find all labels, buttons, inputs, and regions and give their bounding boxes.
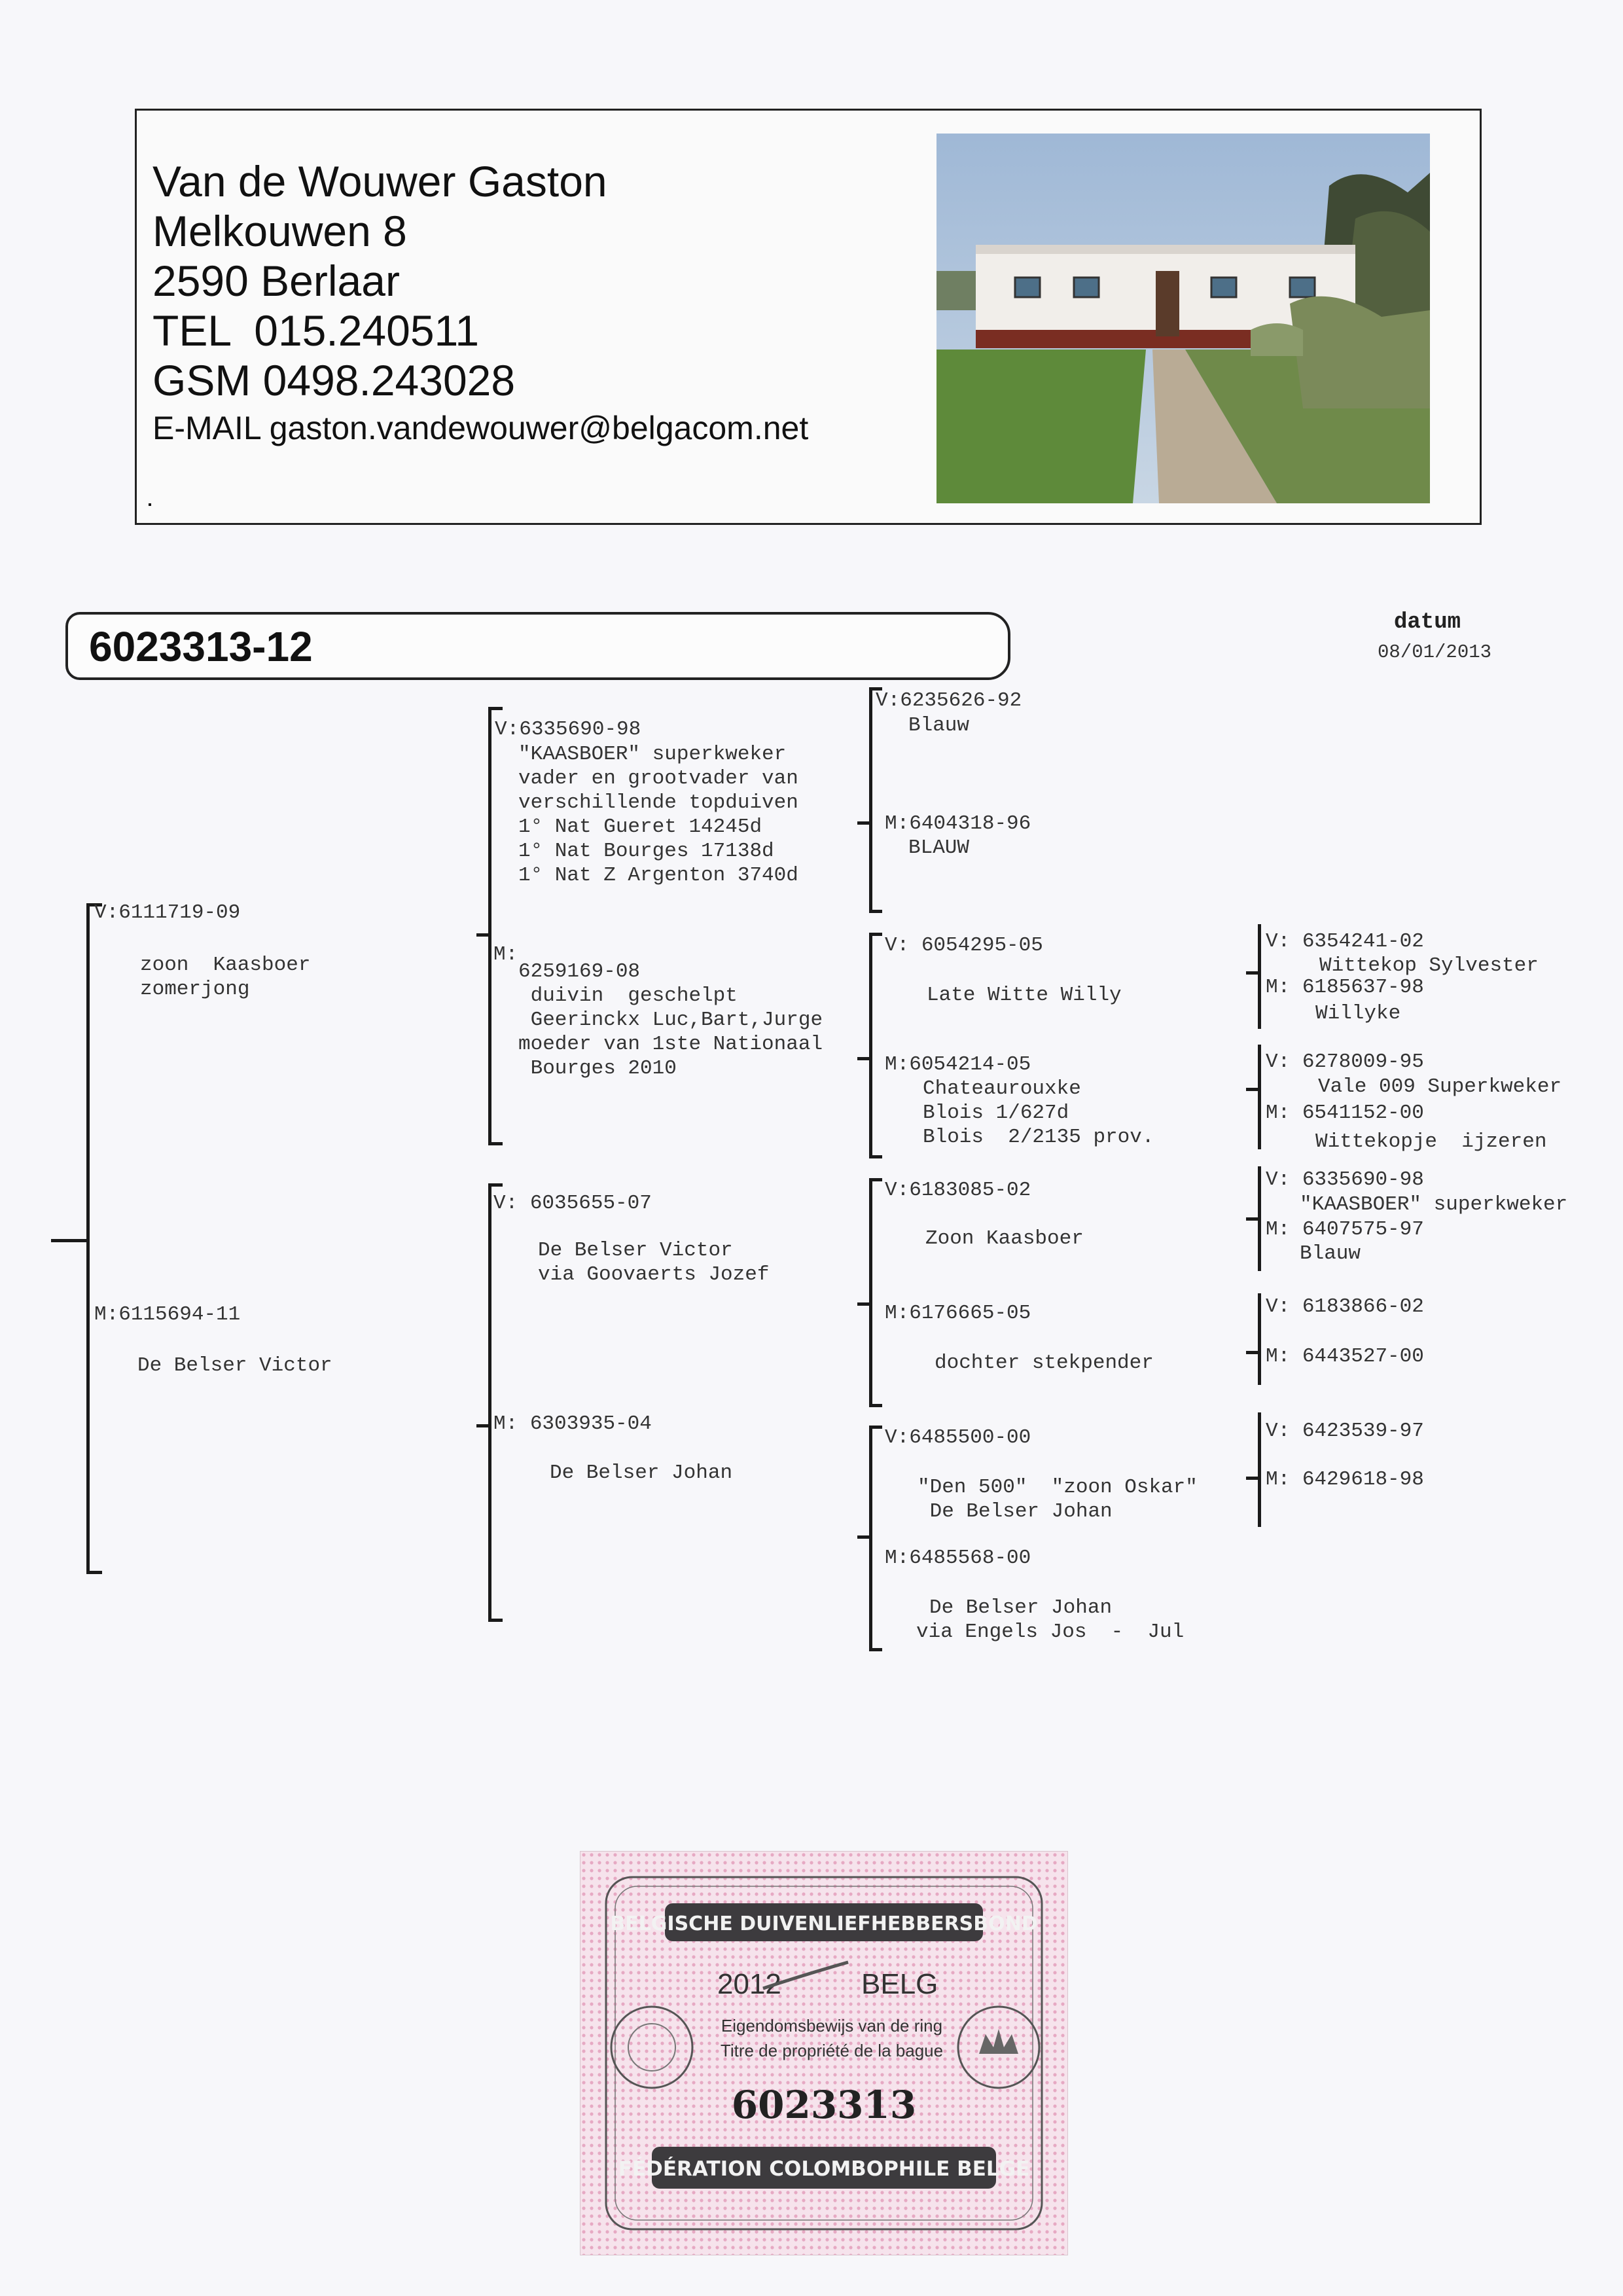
gen2-ss-note-1: "KAASBOER" superkweker — [518, 743, 787, 766]
gen3-sdd-note-2: Blois 1/627d — [923, 1102, 1069, 1124]
gen2-dam-bottom-tick — [488, 1619, 503, 1622]
dd-ring-number: 6303935-04 — [529, 1412, 652, 1435]
gen3-bracket-3-bottom-tick — [869, 1404, 882, 1407]
gen3-sdd-note-3: Blois 2/2135 prov. — [923, 1126, 1154, 1149]
gen4-bracket-4 — [1258, 1293, 1261, 1385]
gen1-bracket — [86, 903, 90, 1574]
ss-tag: V: — [495, 718, 520, 741]
gen4-p10-ring — [1266, 1467, 1424, 1492]
gen4-p3-ring — [1266, 1050, 1424, 1074]
sdd-ring-number: 6054214-05 — [909, 1053, 1031, 1076]
ssd-tag: M: — [885, 812, 910, 835]
gen1-sire-note-2: zomerjong — [140, 978, 250, 1001]
certificate-text-fr: Titre de propriété de la bague — [720, 2041, 944, 2060]
gen2-dam-top-tick — [488, 1183, 503, 1187]
dss-ring-number: 6183085-02 — [909, 1179, 1031, 1202]
gen3-bracket-2-bottom-tick — [869, 1155, 882, 1158]
gen3-ddd-note-1: De Belser Johan — [929, 1596, 1113, 1619]
ring-number-title: 6023313-12 — [89, 623, 313, 670]
gen2-sd-note-2: Geerinckx Luc,Bart,Jurge — [518, 1009, 823, 1031]
certificate-top-banner: BELGISCHE DUIVENLIEFHEBBERSBOND — [610, 1912, 1038, 1935]
gen2-dd-ring — [493, 1412, 652, 1436]
gen3-bracket-4-bottom-tick — [869, 1648, 882, 1651]
ds-tag: V: — [493, 1192, 518, 1215]
breeder-street: Melkouwen 8 — [152, 207, 407, 255]
gen4-p9-ring — [1266, 1419, 1424, 1443]
gen2-sd-note-3: moeder van 1ste Nationaal — [518, 1033, 823, 1056]
gen2-ds-note-2: via Goovaerts Jozef — [538, 1263, 770, 1286]
gen2-sd-ring: 6259169-08 — [518, 960, 641, 983]
gen2-ss-note-4: 1° Nat Gueret 14245d — [518, 816, 762, 838]
gen3-sdd-note-1: Chateaurouxke — [923, 1077, 1081, 1100]
gen4-p2-note: Willyke — [1315, 1002, 1401, 1025]
p3-ring-number: 6278009-95 — [1302, 1050, 1424, 1073]
gen3-bracket-1-bottom-tick — [869, 910, 882, 913]
gen3-ssd-note-1: BLAUW — [908, 836, 970, 859]
gen4-p2-ring — [1266, 975, 1424, 999]
gen3-ddd-note-2: via Engels Jos - Jul — [916, 1621, 1185, 1643]
sdd-tag: M: — [885, 1053, 910, 1076]
gen3-bracket-3-mid-tick — [857, 1302, 870, 1306]
certificate-text-nl: Eigendomsbewijs van de ring — [721, 2016, 943, 2036]
gen3-bracket-2-mid-tick — [857, 1057, 870, 1060]
gen3-bracket-2 — [869, 933, 872, 1158]
p2-ring-number: 6185637-98 — [1302, 976, 1424, 999]
gen3-ssd-ring — [885, 812, 1031, 836]
breeder-email: E-MAIL gaston.vandewouwer@belgacom.net — [152, 410, 809, 446]
gen4-bracket-2 — [1258, 1045, 1261, 1149]
gen3-dds-ring — [885, 1426, 1031, 1450]
gen3-dsd-note-1: dochter stekpender — [935, 1352, 1154, 1374]
gen4-p5-ring — [1266, 1168, 1424, 1192]
sds-tag: V: — [885, 934, 910, 957]
gen2-ds-note-1: De Belser Victor — [538, 1239, 733, 1262]
gen2-sire-bottom-tick — [488, 1142, 503, 1145]
sss-ring-number: 6235626-92 — [900, 689, 1022, 712]
sire-ring-number: 6111719-09 — [118, 901, 241, 924]
gen4-p6-ring — [1266, 1217, 1424, 1242]
gen3-bracket-4-top-tick — [869, 1426, 882, 1429]
gen4-bracket-1-tick — [1246, 971, 1259, 975]
gen4-p6-note: Blauw — [1300, 1242, 1361, 1265]
gen4-p4-note: Wittekopje ijzeren — [1315, 1130, 1547, 1153]
gen4-p7-ring — [1266, 1295, 1424, 1319]
p9-ring-number: 6423539-97 — [1302, 1420, 1424, 1443]
gen3-dds-note-2: De Belser Johan — [918, 1500, 1113, 1523]
gen3-bracket-1 — [869, 687, 872, 913]
gen1-dam-ring — [94, 1302, 240, 1327]
ring-number-bar — [65, 612, 1010, 680]
date-label: datum — [1394, 610, 1461, 635]
certificate-country: BELG — [861, 1968, 938, 2000]
gen3-sss-note-1: Blauw — [908, 714, 970, 737]
header-dot — [149, 503, 151, 506]
gen4-bracket-4-tick — [1246, 1351, 1259, 1354]
gen2-dam-bracket — [488, 1183, 491, 1622]
ring-certificate — [580, 1851, 1068, 2255]
ss-ring-number: 6335690-98 — [519, 718, 641, 741]
ddd-ring-number: 6485568-00 — [909, 1547, 1031, 1570]
gen4-p5-note: "KAASBOER" superkweker — [1300, 1193, 1568, 1216]
breeder-contact — [152, 156, 808, 451]
p6-tag: M: — [1266, 1218, 1291, 1241]
ds-ring-number: 6035655-07 — [529, 1192, 652, 1215]
p4-ring-number: 6541152-00 — [1302, 1102, 1424, 1124]
dds-ring-number: 6485500-00 — [909, 1426, 1031, 1449]
breeder-name: Van de Wouwer Gaston — [152, 157, 607, 206]
p7-tag: V: — [1266, 1295, 1291, 1318]
gen2-sd-tag: M: — [493, 943, 518, 966]
p8-tag: M: — [1266, 1345, 1291, 1368]
ddd-tag: M: — [885, 1547, 910, 1570]
p10-ring-number: 6429618-98 — [1302, 1468, 1424, 1491]
gen4-bracket-3-tick — [1246, 1217, 1259, 1221]
gen1-bottom-tick — [86, 1571, 102, 1574]
gen4-p1-note: Wittekop Sylvester — [1319, 954, 1539, 977]
gen4-bracket-2-tick — [1246, 1088, 1259, 1091]
loft-photo — [936, 134, 1430, 503]
certificate-number: 6023313 — [731, 2083, 917, 2127]
gen3-sdd-ring — [885, 1052, 1031, 1077]
gen4-p3-note: Vale 009 Superkweker — [1318, 1075, 1562, 1098]
p3-tag: V: — [1266, 1050, 1291, 1073]
gen3-bracket-3-top-tick — [869, 1178, 882, 1181]
gen2-ss-note-6: 1° Nat Z Argenton 3740d — [518, 864, 798, 887]
gen2-dam-mid-tick — [476, 1424, 490, 1427]
gen3-bracket-4-mid-tick — [857, 1535, 870, 1539]
gen4-bracket-5 — [1258, 1412, 1261, 1527]
p1-ring-number: 6354241-02 — [1302, 930, 1424, 953]
p7-ring-number: 6183866-02 — [1302, 1295, 1424, 1318]
p4-tag: M: — [1266, 1102, 1291, 1124]
gen3-dss-note-1: Zoon Kaasboer — [925, 1227, 1084, 1250]
gen1-dam-note-1: De Belser Victor — [137, 1354, 332, 1377]
gen2-sire-bracket — [488, 707, 491, 1145]
root-connector — [51, 1239, 88, 1242]
gen4-p1-ring — [1266, 929, 1424, 954]
gen3-dss-ring — [885, 1178, 1031, 1202]
date-value: 08/01/2013 — [1378, 641, 1492, 663]
sds-ring-number: 6054295-05 — [921, 934, 1043, 957]
gen3-dds-note-1: "Den 500" "zoon Oskar" — [918, 1476, 1198, 1499]
p5-ring-number: 6335690-98 — [1302, 1168, 1424, 1191]
certificate-year: 2012 — [717, 1968, 781, 2000]
gen3-bracket-1-mid-tick — [857, 821, 870, 825]
gen3-sds-ring — [885, 933, 1043, 958]
gen4-bracket-1 — [1258, 924, 1261, 1029]
certificate-bottom-banner: FÉDÉRATION COLOMBOPHILE BELGE — [618, 2157, 1030, 2181]
gen2-sire-mid-tick — [476, 933, 490, 937]
gen3-bracket-2-top-tick — [869, 933, 882, 936]
gen2-dd-note-1: De Belser Johan — [550, 1462, 733, 1484]
gen4-p4-ring — [1266, 1101, 1424, 1125]
gen1-sire-note-1: zoon Kaasboer — [140, 954, 311, 977]
sire-tag: V: — [94, 901, 119, 924]
ssd-ring-number: 6404318-96 — [909, 812, 1031, 835]
dam-tag: M: — [94, 1303, 119, 1326]
gen3-ddd-ring — [885, 1546, 1031, 1570]
gen2-ss-note-5: 1° Nat Bourges 17138d — [518, 840, 774, 863]
gen1-sire-ring — [94, 901, 240, 925]
p8-ring-number: 6443527-00 — [1302, 1345, 1424, 1368]
gen3-sds-note-1: Late Witte Willy — [927, 984, 1122, 1007]
gen2-ss-note-3: verschillende topduiven — [518, 791, 798, 814]
dd-tag: M: — [493, 1412, 518, 1435]
dsd-ring-number: 6176665-05 — [909, 1302, 1031, 1325]
dss-tag: V: — [885, 1179, 910, 1202]
p1-tag: V: — [1266, 930, 1291, 953]
gen4-bracket-5-tick — [1246, 1477, 1259, 1480]
breeder-city: 2590 Berlaar — [152, 257, 400, 305]
p10-tag: M: — [1266, 1468, 1291, 1491]
gen2-sd-note-4: Bourges 2010 — [518, 1057, 677, 1080]
p2-tag: M: — [1266, 976, 1291, 999]
dds-tag: V: — [885, 1426, 910, 1449]
breeder-phone: TEL 015.240511 — [152, 306, 480, 355]
dam-ring-number: 6115694-11 — [118, 1303, 241, 1326]
gen2-ds-ring — [493, 1191, 652, 1215]
p5-tag: V: — [1266, 1168, 1291, 1191]
gen3-sss-ring — [876, 689, 1022, 713]
gen3-dsd-ring — [885, 1301, 1031, 1325]
p6-ring-number: 6407575-97 — [1302, 1218, 1424, 1241]
gen2-ss-note-2: vader en grootvader van — [518, 767, 798, 790]
gen2-ss-ring — [495, 717, 641, 742]
p9-tag: V: — [1266, 1420, 1291, 1443]
gen2-sire-top-tick — [488, 707, 503, 710]
gen2-sd-note-1: duivin geschelpt — [518, 984, 738, 1007]
dsd-tag: M: — [885, 1302, 910, 1325]
sss-tag: V: — [876, 689, 901, 712]
breeder-header — [135, 109, 1482, 525]
breeder-mobile: GSM 0498.243028 — [152, 356, 516, 404]
gen4-p8-ring — [1266, 1344, 1424, 1369]
gen3-bracket-3 — [869, 1178, 872, 1407]
